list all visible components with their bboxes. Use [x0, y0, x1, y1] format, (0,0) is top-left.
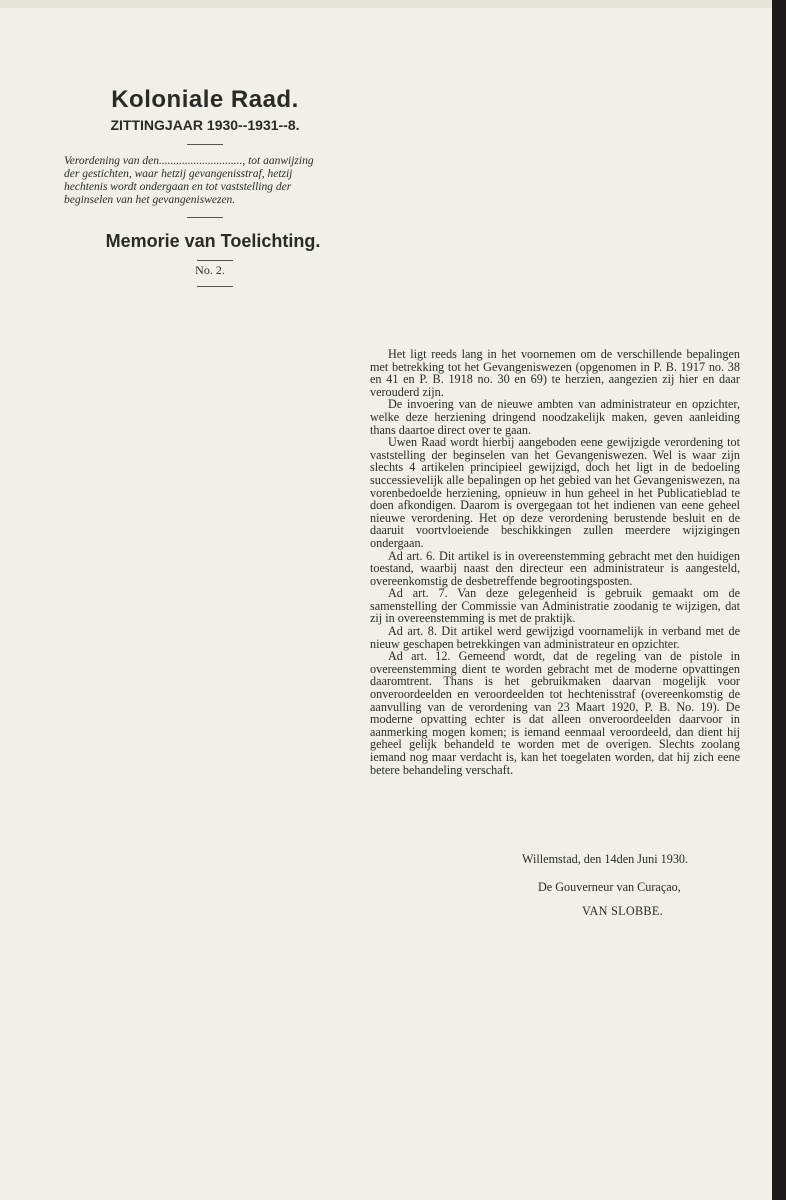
page-top-edge	[0, 0, 786, 8]
explanatory-text	[370, 348, 740, 776]
divider	[187, 217, 223, 218]
session-year: ZITTINGJAAR 1930--1931--8.	[110, 117, 300, 133]
place-date: Willemstad, den 14den Juni 1930.	[522, 852, 689, 866]
page-binding-edge	[772, 0, 786, 1200]
ordinance-subject: Verordening van den............................., tot aanwijzing der gestichten, waar hetzij gevangenisstraf, hetzij hechtenis wordt ondergaan en tot vaststelling der beginselen van het gevangeniswezen.	[64, 155, 314, 206]
paragraph: Ad art. 7. Van deze gelegenheid is gebruik gemaakt om de samenstelling der Commissie van Administratie zoodanig te wijzigen, dat zij in overeenstemming is met de praktijk.	[370, 586, 740, 626]
document-type: Memorie van Toelichting.	[105, 231, 321, 251]
signer-title: De Gouverneur van Curaçao,	[538, 880, 681, 894]
document-number: No. 2.	[195, 263, 225, 277]
paragraph: Ad art. 6. Dit artikel is in overeenstemming gebracht met den huidigen toestand, waarbij naast den directeur een administrateur is aangesteld, overeenkomstig de desbetreffende begrootingsposten.	[370, 548, 740, 588]
document-header	[64, 86, 340, 287]
paragraph: Uwen Raad wordt hierbij aangeboden eene gewijzigde verordening tot vaststelling der beginselen van het Gevangeniswezen. Wel is waar zijn slechts 4 artikelen principieel gewijzigd, doch het ligt in de bedoeling successievelijk alle bepalingen op het gebied van het Gevangeniswezen, na vorenbedoelde herziening, opnieuw in hun geheel in het Publicatieblad te doen afkondigen. Daarom is overgegaan tot het indienen van eene geheel nieuwe verordening. Het op deze verordening berustende besluit en de daaruit voortvloeiende beschikkingen zullen meerdere wijzigingen ondergaan.	[370, 435, 740, 550]
paragraph: Ad art. 12. Gemeend wordt, dat de regeling van de pistole in overeenstemming dient te worden gebracht met de moderne opvattingen daaromtrent. Thans is het gebruikmaken daarvan mogelijk voor onveroordeelden en veroordeelden tot hechtenisstraf (overeenkomstig de aanvulling van de verordening van 23 Maart 1920, P. B. No. 19). De moderne opvatting echter is dat alleen onveroordeelden daarvoor in aanmerking mogen komen; is iemand eenmaal veroordeeld, dan dient hij geheel gelijk behandeld te worden met de overigen. Slechts zoolang iemand nog maar verdacht is, kan het toegelaten worden, dat hij zich eene betere behandeling verschaft.	[370, 649, 740, 777]
signer-name: VAN SLOBBE.	[582, 904, 663, 918]
paragraph: De invoering van de nieuwe ambten van administrateur en opzichter, welke deze herziening dringend noodzakelijk maken, geven aanleiding thans daartoe direct over te gaan.	[370, 397, 740, 437]
council-title: Koloniale Raad.	[111, 86, 299, 113]
divider	[187, 144, 223, 145]
paragraph: Het ligt reeds lang in het voornemen om de verschillende bepalingen met betrekking tot het Gevangeniswezen (opgenomen in P. B. 1917 no. 38 en 41 en P. B. 1918 no. 30 en 69) te herzien, aangezien zij hier en daar verouderd zijn.	[370, 347, 740, 399]
divider	[197, 286, 233, 287]
paragraph: Ad art. 8. Dit artikel werd gewijzigd voornamelijk in verband met de nieuw geschapen betrekkingen van administrateur en opzichter.	[370, 624, 740, 651]
divider	[197, 260, 233, 261]
